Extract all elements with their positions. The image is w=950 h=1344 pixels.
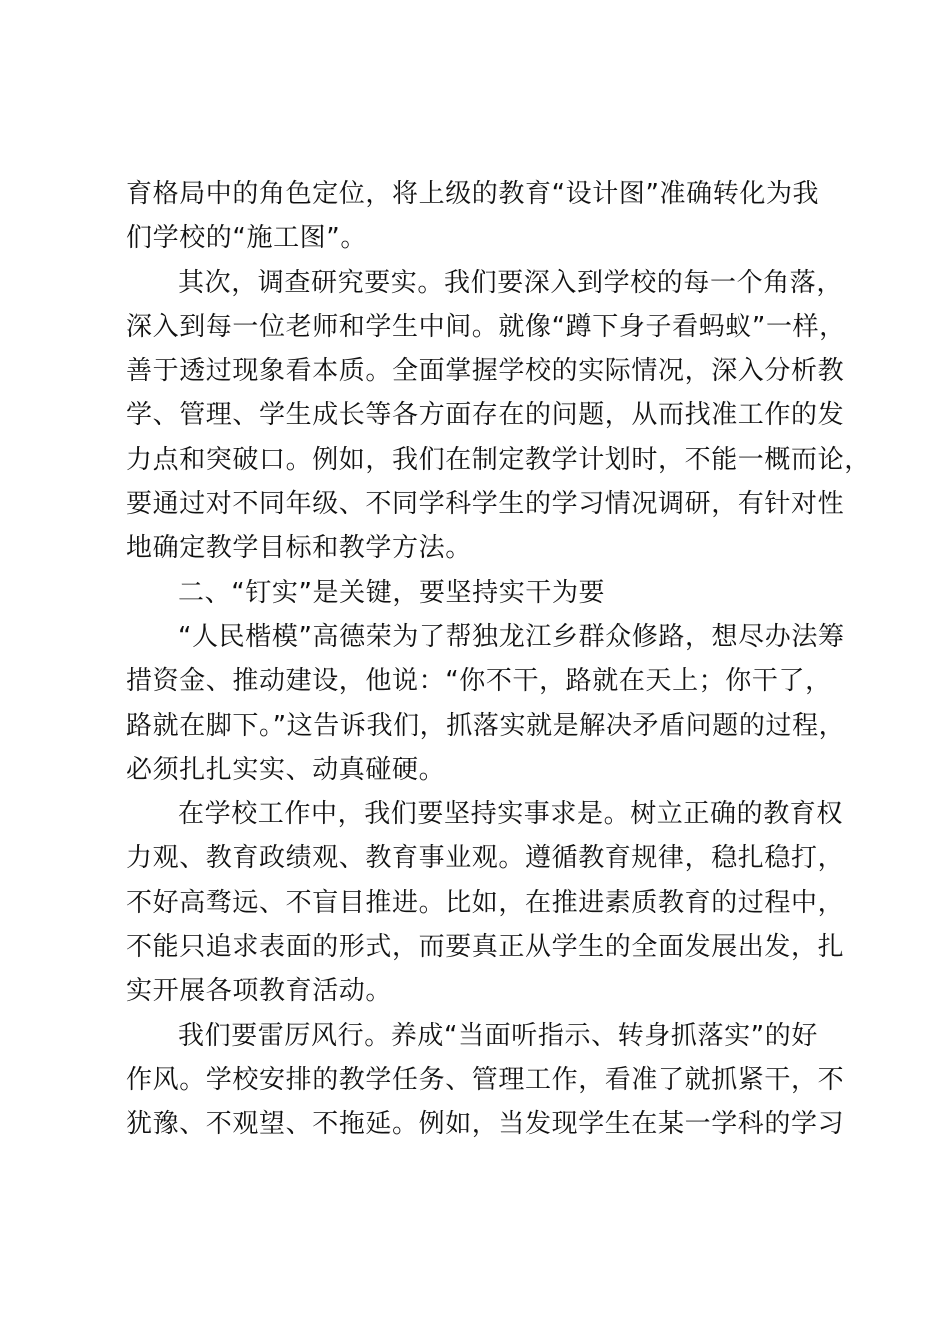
paragraph-start-line: 我们要雷厉风行。养成“当面听指示、转身抓落实”的好 [178, 1020, 818, 1051]
body-text-line: 力观、教育政绩观、教育事业观。遵循教育规律，稳扎稳打， [126, 843, 845, 874]
section-heading: 二、“钉实”是关键，要坚持实干为要 [178, 577, 606, 608]
body-text-line: 地确定教学目标和教学方法。 [126, 533, 472, 564]
body-text-line: 措资金、推动建设，他说：“你不干，路就在天上；你干了， [126, 666, 832, 697]
body-text-line: 深入到每一位老师和学生中间。就像“蹲下身子看蚂蚁”一样， [126, 311, 846, 342]
body-text-line: 们学校的“施工图”。 [126, 223, 367, 254]
document-body [126, 172, 871, 1147]
paragraph-start-line: “人民楷模”高德荣为了帮独龙江乡群众修路，想尽办法筹 [178, 621, 845, 652]
body-text-line: 犹豫、不观望、不拖延。例如，当发现学生在某一学科的学习 [126, 1109, 845, 1140]
body-text-line: 育格局中的角色定位，将上级的教育“设计图”准确转化为我 [126, 179, 820, 209]
body-text-line: 力点和突破口。例如，我们在制定教学计划时，不能一概而论， [126, 444, 871, 475]
body-text-line: 作风。学校安排的教学任务、管理工作，看准了就抓紧干，不 [126, 1064, 845, 1095]
paragraph-start-line: 其次，调查研究要实。我们要深入到学校的每一个角落， [178, 267, 844, 298]
body-text-line: 不好高骛远、不盲目推进。比如，在推进素质教育的过程中， [126, 887, 845, 918]
body-text-line: 学、管理、学生成长等各方面存在的问题，从而找准工作的发 [126, 400, 845, 431]
body-text-line: 路就在脚下。”这告诉我们，抓落实就是解决矛盾问题的过程， [126, 710, 846, 741]
body-text-line: 不能只追求表面的形式，而要真正从学生的全面发展出发，扎 [126, 932, 845, 963]
body-text-line: 善于透过现象看本质。全面掌握学校的实际情况，深入分析教 [126, 356, 845, 387]
paragraph-start-line: 在学校工作中，我们要坚持实事求是。树立正确的教育权 [178, 799, 844, 830]
body-text-line: 要通过对不同年级、不同学科学生的学习情况调研，有针对性 [126, 489, 845, 520]
body-text-line: 实开展各项教育活动。 [126, 976, 393, 1007]
body-text-line: 必须扎扎实实、动真碰硬。 [126, 754, 446, 785]
